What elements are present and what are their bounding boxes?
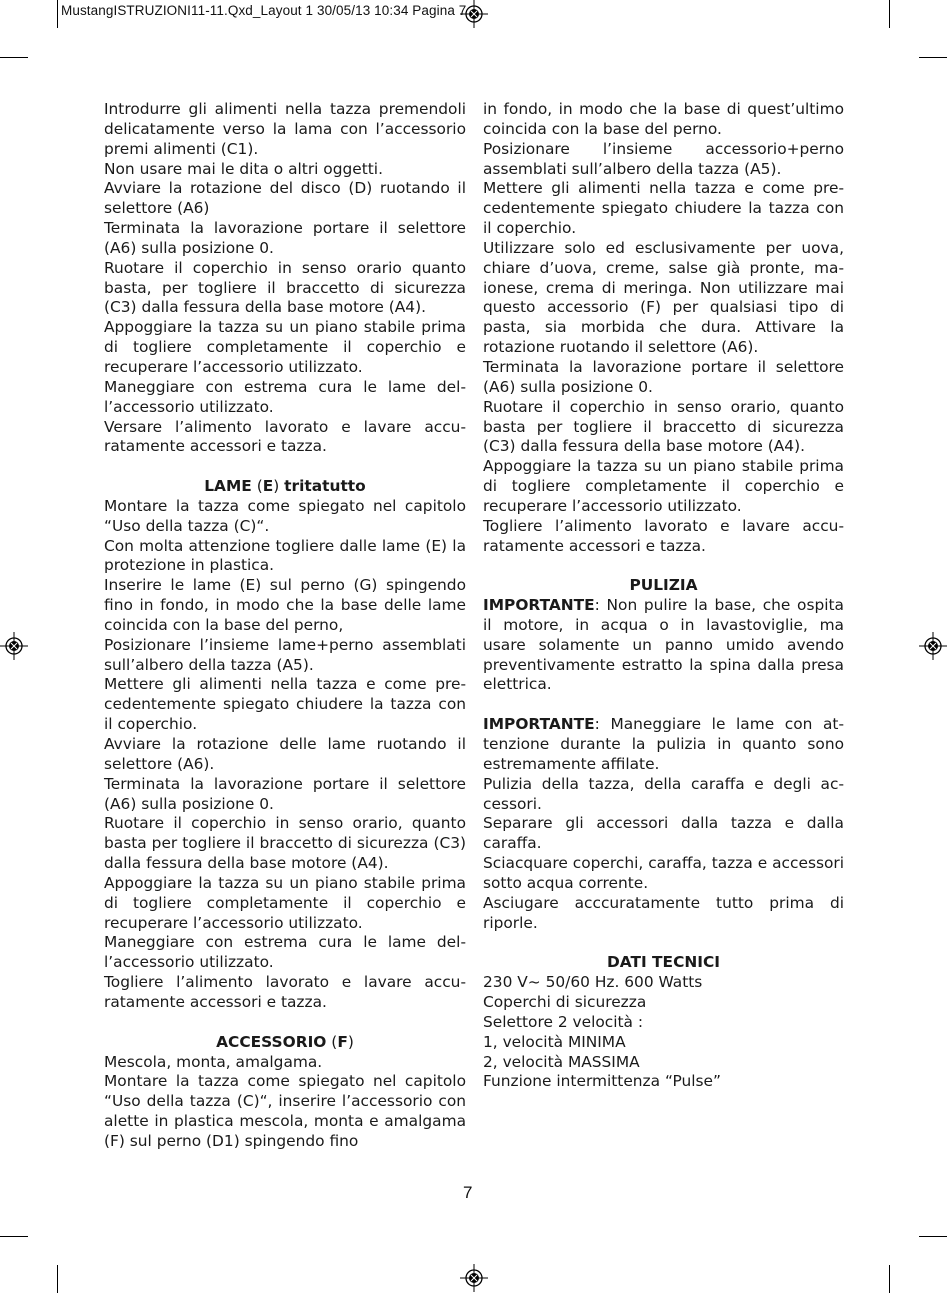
paragraph: Separare gli accessori dalla tazza e dalla caraffa. (483, 814, 844, 853)
spec-line: 2, velocità MASSIMA (483, 1052, 640, 1071)
paragraph: Non usare mai le dita o altri oggetti. (104, 159, 383, 178)
paragraph: Terminata la lavorazione portare il selettore (A6) sulla posizione 0. (104, 774, 466, 813)
paragraph: Avviare la rotazione delle lame ruotando il selettore (A6). (104, 735, 466, 773)
paragraph-importante-2: IMPORTANTE: Maneggiare le lame con attenzione durante la pulizia in quanto sono estremamente affilate. (483, 715, 844, 773)
paragraph: Maneggiare con estrema cura le lame dell’accessorio utilizzato. (104, 933, 466, 972)
paragraph: Appoggiare la tazza su un piano stabile prima di togliere completamente il coperchio e recuperare l’accessorio utilizzato. (104, 873, 466, 932)
paragraph: Montare la tazza come spiegato nel capitolo “Uso della tazza (C)“. (104, 496, 466, 535)
registration-mark-left-icon (0, 632, 28, 660)
spec-line: 230 V~ 50/60 Hz. 600 Watts (483, 973, 703, 992)
registration-mark-bottom-icon (460, 1264, 488, 1292)
spec-line: Coperchi di sicurezza (483, 992, 647, 1011)
paragraph: Asciugare acccuratamente tutto prima di riporle. (483, 893, 844, 932)
paragraph: Terminata la lavorazione portare il selettore (A6) sulla posizione 0. (104, 219, 466, 257)
paragraph: Inserire le lame (E) sul perno (G) spingendo fino in fondo, in modo che la base delle lame coincida con la base del perno, (104, 576, 466, 634)
paragraph: Posizionare l’insieme accessorio+perno assemblati sull’albero della tazza (A5). (483, 139, 844, 178)
paragraph-importante-1: IMPORTANTE: Non pulire la base, che ospita il motore, in acqua o in lavastoviglie, ma usare solamente un panno umido avendo preventivamente estratto la spina dalla presa elettrica. (483, 596, 844, 694)
paragraph: Appoggiare la tazza su un piano stabile prima di togliere completamente il coperchio e recuperare l’accessorio utilizzato. (483, 457, 844, 515)
paragraph: Con molta attenzione togliere dalle lame (E) la protezione in plastica. (104, 536, 466, 575)
paragraph: Mettere gli alimenti nella tazza e come precedentemente spiegato chiudere la tazza con il coperchio. (483, 179, 844, 238)
paragraph: Montare la tazza come spiegato nel capitolo “Uso della tazza (C)“, inserire l’accessorio con alette in plastica mescola, monta e amalgama (F) sul perno (D1) spingendo fino (104, 1072, 466, 1150)
paragraph: Mescola, monta, amalgama. (104, 1052, 323, 1071)
paragraph: Posizionare l’insieme lame+perno assemblati sull’albero della tazza (A5). (104, 635, 466, 674)
paragraph: Sciacquare coperchi, caraffa, tazza e accessori sotto acqua corrente. (483, 854, 844, 892)
spec-line: Selettore 2 velocità : (483, 1012, 644, 1031)
paragraph: Mettere gli alimenti nella tazza e come precedentemente spiegato chiudere la tazza con il coperchio. (104, 675, 466, 734)
left-column (104, 100, 466, 1152)
paragraph: Ruotare il coperchio in senso orario, quanto basta per togliere il braccetto di sicurezza (C3) dalla fessura della base motore (A4). (483, 397, 844, 456)
paragraph: Versare l’alimento lavorato e lavare accuratamente accessori e tazza. (104, 417, 466, 456)
paragraph: Togliere l’alimento lavorato e lavare accuratamente accessori e tazza. (483, 516, 844, 555)
section-heading-accessorio: ACCESSORIO (F) (216, 1032, 354, 1051)
spec-line: 1, velocità MINIMA (483, 1032, 626, 1051)
section-heading-pulizia: PULIZIA (629, 576, 698, 595)
print-slug-header: MustangISTRUZIONI11-11.Qxd_Layout 1 30/05/13 10:34 Pagina 7 (61, 3, 467, 18)
paragraph: in fondo, in modo che la base di quest’ultimo coincida con la base del perno. (483, 100, 844, 138)
registration-mark-top-icon (460, 0, 488, 28)
page-number: 7 (463, 1183, 473, 1202)
paragraph: Appoggiare la tazza su un piano stabile prima di togliere completamente il coperchio e recuperare l’accessorio utilizzato. (104, 318, 466, 376)
paragraph: Ruotare il coperchio in senso orario, quanto basta per togliere il braccetto di sicurezza (C3) dalla fessura della base motore (A4). (104, 814, 466, 873)
right-column (483, 100, 844, 1092)
spec-line: Funzione intermittenza “Pulse” (483, 1072, 721, 1091)
paragraph: Utilizzare solo ed esclusivamente per uova, chiare d’uova, creme, salse già pronte, maionese, crema di meringa. Non utilizzare mai questo accessorio (F) per qualsiasi tipo di pasta, sia morbida che dura. Attivare la rotazione ruotando il selettore (A6). (483, 238, 844, 357)
paragraph: Maneggiare con estrema cura le lame dell’accessorio utilizzato. (104, 377, 466, 416)
paragraph: Togliere l’alimento lavorato e lavare accuratamente accessori e tazza. (104, 973, 466, 1011)
registration-mark-right-icon (919, 632, 947, 660)
section-heading-dati-tecnici: DATI TECNICI (606, 953, 720, 972)
paragraph: Terminata la lavorazione portare il selettore (A6) sulla posizione 0. (483, 357, 844, 396)
paragraph: Pulizia della tazza, della caraffa e degli accessori. (483, 774, 844, 813)
paragraph: Ruotare il coperchio in senso orario quanto basta, per togliere il braccetto di sicurezza (C3) dalla fessura della base motore (A4). (104, 258, 466, 317)
paragraph: Introdurre gli alimenti nella tazza premendoli delicatamente verso la lama con l’accessorio premi alimenti (C1). (104, 100, 466, 158)
section-heading-lame: LAME (E) tritatutto (204, 477, 366, 496)
paragraph: Avviare la rotazione del disco (D) ruotando il selettore (A6) (104, 179, 466, 218)
